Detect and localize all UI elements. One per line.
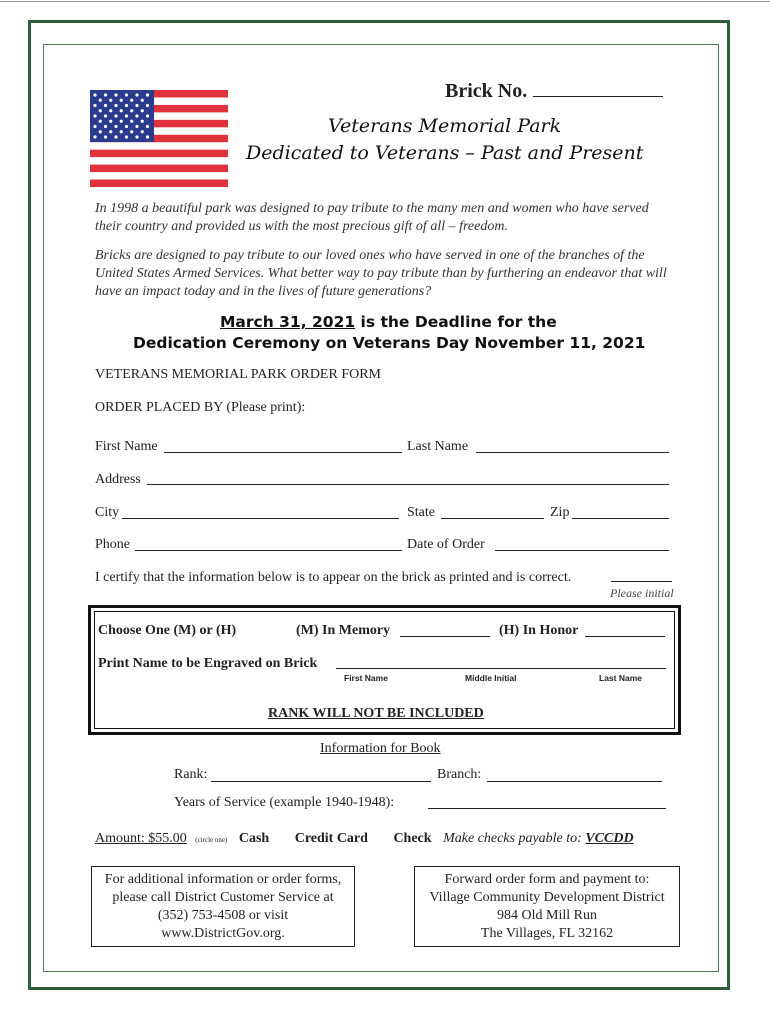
engraved-name-input[interactable] xyxy=(336,668,666,669)
brick-number-label: Brick No. xyxy=(445,80,528,102)
page-subtitle: Dedicated to Veterans – Past and Present xyxy=(246,142,644,164)
contact-line-2: please call District Customer Service at xyxy=(112,890,334,905)
deadline-line-2: Dedication Ceremony on Veterans Day November 11, 2021 xyxy=(133,334,646,352)
cash-option[interactable]: Cash xyxy=(238,831,270,846)
amount-label: Amount: $55.00 xyxy=(95,831,187,846)
forward-line-3: 984 Old Mill Run xyxy=(497,908,597,923)
circle-one-note: (circle one) xyxy=(195,836,228,844)
forward-line-2: Village Community Development District xyxy=(429,890,665,905)
zip-input[interactable] xyxy=(572,518,669,519)
american-flag-icon xyxy=(90,90,228,187)
phone-label: Phone xyxy=(95,537,130,552)
last-name-label: Last Name xyxy=(407,439,469,454)
book-info-title: Information for Book xyxy=(320,741,441,756)
last-name-input[interactable] xyxy=(476,452,669,453)
engraved-first-name-caption: First Name xyxy=(344,673,388,683)
contact-website: www.DistrictGov.org. xyxy=(161,926,285,941)
state-label: State xyxy=(407,505,435,520)
city-input[interactable] xyxy=(122,518,399,519)
payment-row xyxy=(95,831,634,847)
order-placed-by: ORDER PLACED BY (Please print): xyxy=(95,400,306,415)
please-initial-caption: Please initial xyxy=(610,586,674,600)
top-edge-line xyxy=(0,1,770,2)
engraved-middle-initial-caption: Middle Initial xyxy=(465,673,517,683)
first-name-label: First Name xyxy=(95,439,158,454)
in-honor-label: (H) In Honor xyxy=(499,623,579,638)
deadline-text: is the Deadline for the xyxy=(355,313,557,331)
brick-number-field[interactable] xyxy=(445,78,663,103)
address-label: Address xyxy=(95,472,141,487)
certify-statement: I certify that the information below is to appear on the brick as printed and is correct. xyxy=(95,570,572,585)
engraved-last-name-caption: Last Name xyxy=(599,673,642,683)
rank-label: Rank: xyxy=(174,767,208,782)
contact-line-1: For additional information or order forms, xyxy=(104,872,342,887)
in-honor-input[interactable] xyxy=(585,636,665,637)
phone-input[interactable] xyxy=(135,550,402,551)
intro-paragraph-1: In 1998 a beautiful park was designed to pay tribute to the many men and women who have served their country and provided us with the most precious gift of all – freedom. xyxy=(95,201,649,234)
forward-address-box xyxy=(414,866,680,947)
first-name-input[interactable] xyxy=(164,452,402,453)
brick-number-line[interactable] xyxy=(533,78,663,97)
credit-card-option[interactable]: Credit Card xyxy=(294,831,368,846)
check-option[interactable]: Check xyxy=(393,831,432,846)
intro-paragraph-2: Bricks are designed to pay tribute to our loved ones who have served in one of the branches of the United States Armed Services. What better way to pay tribute than by furthering an endeavor that will have an impact today and in the lives of future generations? xyxy=(95,248,667,299)
form-title: VETERANS MEMORIAL PARK ORDER FORM xyxy=(95,367,382,382)
deadline-date: March 31, 2021 xyxy=(220,313,356,331)
initial-input[interactable] xyxy=(611,581,672,582)
years-of-service-label: Years of Service (example 1940-1948): xyxy=(174,795,395,810)
forward-line-4: The Villages, FL 32162 xyxy=(480,926,614,941)
address-input[interactable] xyxy=(147,484,669,485)
page-title: Veterans Memorial Park xyxy=(328,115,562,137)
deadline-line-1 xyxy=(220,313,557,331)
contact-box xyxy=(91,866,355,947)
contact-line-3: (352) 753-4508 or visit xyxy=(157,908,289,923)
print-name-label: Print Name to be Engraved on Brick xyxy=(98,656,318,671)
zip-label: Zip xyxy=(550,505,570,520)
rank-input[interactable] xyxy=(211,781,431,782)
branch-label: Branch: xyxy=(437,767,482,782)
date-of-order-input[interactable] xyxy=(495,550,669,551)
in-memory-label: (M) In Memory xyxy=(296,623,391,638)
city-label: City xyxy=(95,505,120,520)
in-memory-input[interactable] xyxy=(400,636,490,637)
forward-line-1: Forward order form and payment to: xyxy=(444,872,650,887)
choose-one-label: Choose One (M) or (H) xyxy=(98,623,237,638)
years-of-service-input[interactable] xyxy=(428,808,666,809)
flag-canton xyxy=(90,90,154,142)
payee-name: VCCDD xyxy=(585,831,634,846)
branch-input[interactable] xyxy=(487,781,662,782)
payable-note: Make checks payable to: xyxy=(443,831,586,846)
rank-notice: RANK WILL NOT BE INCLUDED xyxy=(268,706,484,721)
date-of-order-label: Date of Order xyxy=(407,537,485,552)
state-input[interactable] xyxy=(441,518,544,519)
